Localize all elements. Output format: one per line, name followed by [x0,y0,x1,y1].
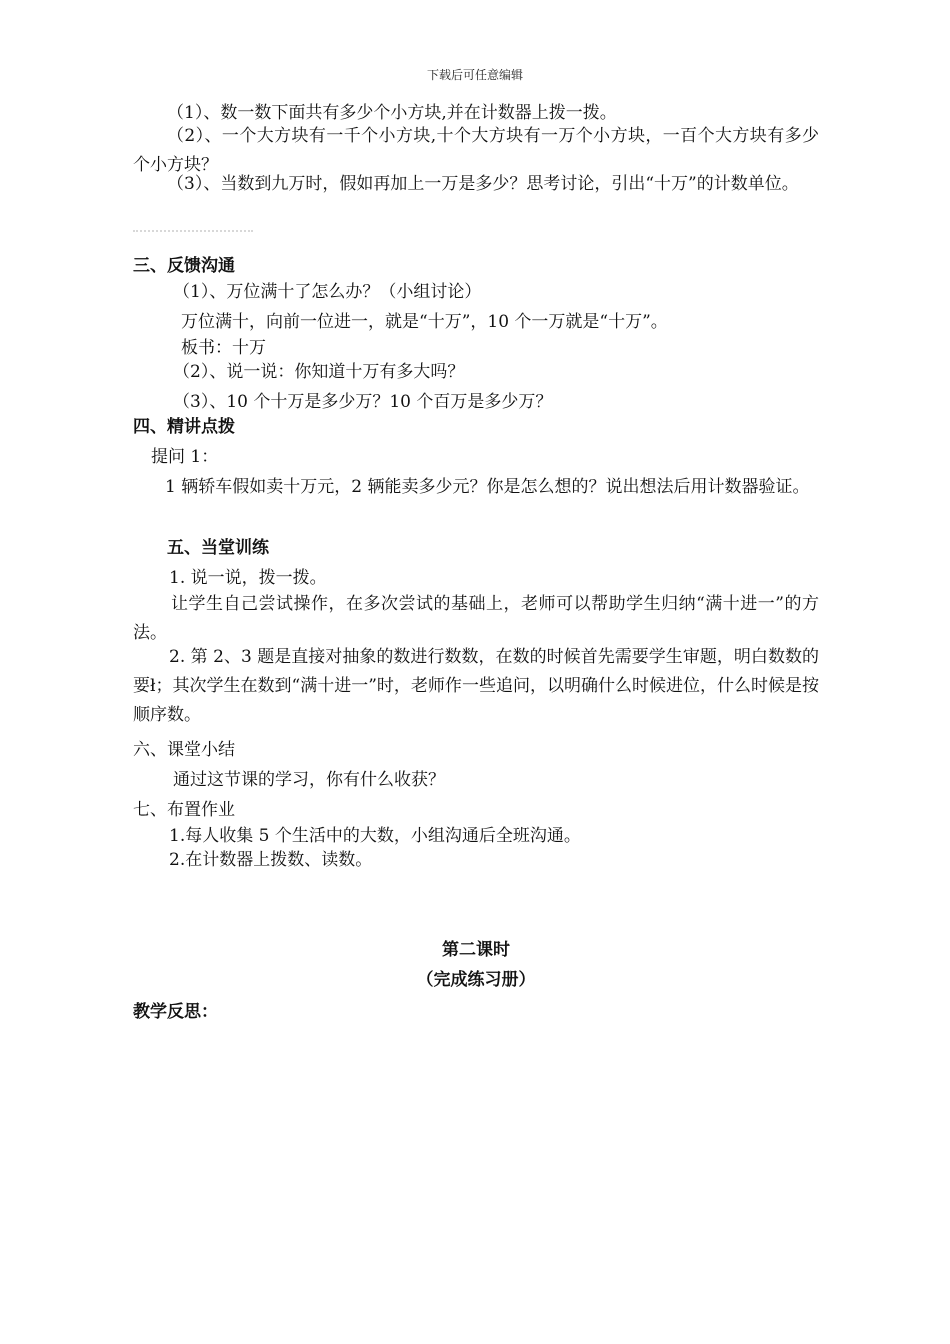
homework-2: 2.在计数器上拨数、读数。 [169,850,373,870]
question-1-text: 1 辆轿车假如卖十万元，2 辆能卖多少元？你是怎么想的？说出想法后用计数器验证。 [165,477,810,497]
question-1-label: 提问 1： [151,447,219,467]
page-header: 下载后可任意编辑 [426,68,523,82]
exercise-2-text: 2. 第 2、3 题是直接对抽象的数进行数数，在数的时候首先需要学生审题，明白数数的要ł；其次学生在数到“满十进一”时，老师作一些追问，以明确什么时候进位，什么时候是按顺序数。 [133,647,819,725]
section-7-heading: 七、布置作业 [133,800,235,820]
feedback-1: （1）、万位满十了怎么办？（小组讨论） [173,282,482,302]
exercise-1-text: 让学生自己尝试操作，在多次尝试的基础上，老师可以帮助学生归纳“满十进一”的方法。 [133,594,819,643]
teaching-reflection-label: 教学反思： [133,1002,218,1022]
section-5-heading: 五、当堂训练 [167,538,269,558]
step-1: （1）、数一数下面共有多少个小方块,并在计数器上拨一拨。 [167,103,617,123]
step-2: （2）、一个大方块有一千个小方块,十个大方块有一万个小方块，一百个大方块有多少个小方块？ [133,126,819,175]
faint-divider [133,230,253,236]
section-4-heading: 四、精讲点拨 [133,417,235,437]
step-3: （3）、当数到九万时，假如再加上一万是多少？思考讨论，引出“十万”的计数单位。 [167,174,799,194]
board-note: 板书：十万 [181,338,266,358]
section-3-heading: 三、反馈沟通 [133,256,235,276]
exercise-1: 1. 说一说，拨一拨。 [169,568,327,588]
feedback-1-answer: 万位满十，向前一位进一，就是“十万”，10 个一万就是“十万”。 [181,312,668,332]
summary-question: 通过这节课的学习，你有什么收获？ [173,770,445,790]
feedback-2: （2）、说一说：你知道十万有多大吗？ [173,362,465,382]
section-6-heading: 六、课堂小结 [133,740,235,760]
second-lesson-subtitle: （完成练习册） [416,970,536,990]
second-lesson-title: 第二课时 [442,940,510,960]
homework-1: 1.每人收集 5 个生活中的大数，小组沟通后全班沟通。 [169,826,581,846]
feedback-3: （3）、10 个十万是多少万？10 个百万是多少万？ [173,392,553,412]
